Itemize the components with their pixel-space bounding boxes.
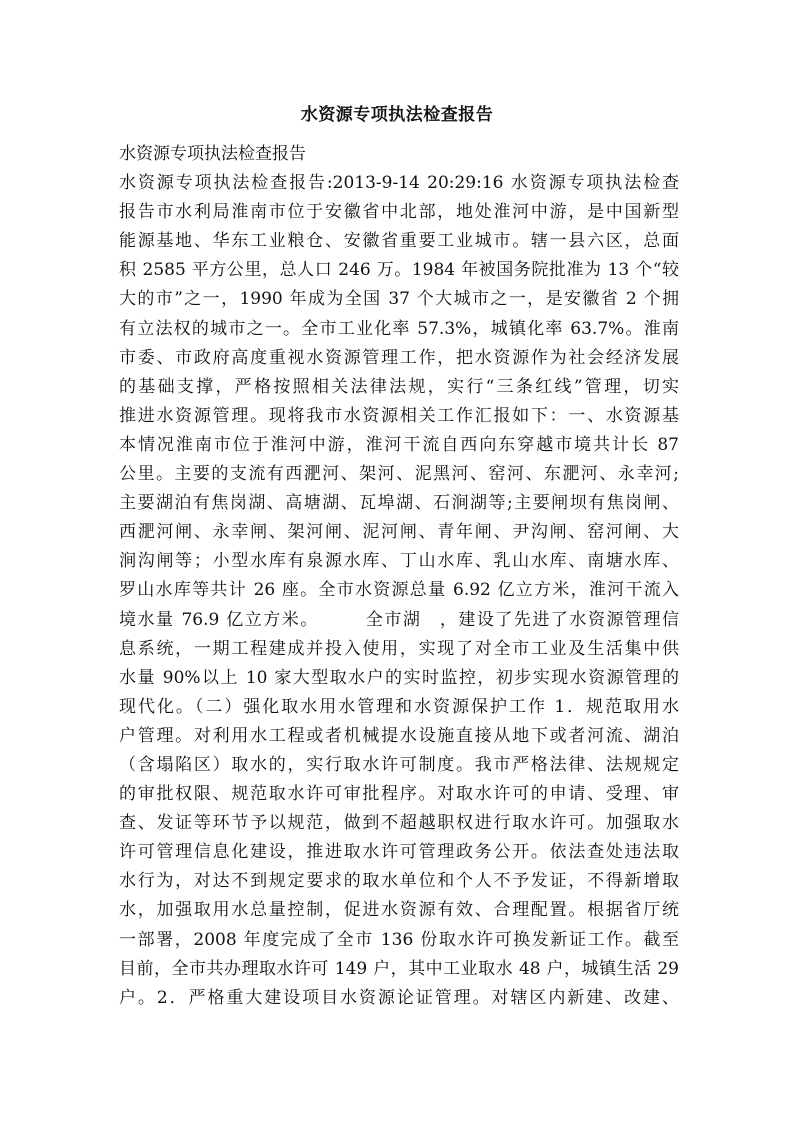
body-line: 积 2585 平方公里，总人口 246 万。1984 年被国务院批准为 13 个“较: [119, 260, 679, 281]
body-line: 境水量 76.9 亿立方米。 全市湖 ，建设了先进了水资源管理信: [119, 609, 679, 630]
body-line: 目前，全市共办理取水许可 149 户，其中工业取水 48 户，城镇生活 29: [119, 958, 679, 979]
body-line: 西淝河闸、永幸闸、架河闸、泥河闸、青年闸、尹沟闸、窑河闸、大: [119, 522, 679, 543]
body-line: 许可管理信息化建设，推进取水许可管理政务公开。依法查处违法取: [119, 842, 679, 863]
body-line: 查、发证等环节予以规范，做到不超越职权进行取水许可。加强取水: [119, 813, 679, 834]
body-line: 本情况淮南市位于淮河中游，淮河干流自西向东穿越市境共计长 87: [119, 434, 679, 455]
document-subtitle: 水资源专项执法检查报告: [119, 144, 306, 164]
body-line: 主要湖泊有焦岗湖、高塘湖、瓦埠湖、石涧湖等;主要闸坝有焦岗闸、: [119, 493, 679, 514]
body-line: 的审批权限、规范取水许可审批程序。对取水许可的申请、受理、审: [119, 784, 679, 805]
body-line: 大的市”之一，1990 年成为全国 37 个大城市之一，是安徽省 2 个拥: [119, 289, 679, 310]
body-line: 报告市水利局淮南市位于安徽省中北部，地处淮河中游，是中国新型: [119, 202, 679, 223]
body-line: 户。2．严格重大建设项目水资源论证管理。对辖区内新建、改建、: [119, 987, 679, 1008]
body-line: 现代化。（二）强化取水用水管理和水资源保护工作 1．规范取用水: [119, 696, 679, 717]
body-line: 的基础支撑，严格按照相关法律法规，实行“三条红线”管理，切实: [119, 376, 679, 397]
document-body: [119, 140, 679, 1013]
body-line: 水行为，对达不到规定要求的取水单位和个人不予发证，不得新增取: [119, 871, 679, 892]
body-line: 罗山水库等共计 26 座。全市水资源总量 6.92 亿立方米，淮河干流入: [119, 580, 679, 601]
body-line: 一部署，2008 年度完成了全市 136 份取水许可换发新证工作。截至: [119, 929, 679, 950]
body-line: 息系统，一期工程建成并投入使用，实现了对全市工业及生活集中供: [119, 638, 679, 659]
body-line: 水资源专项执法检查报告:2013-9-14 20:29:16 水资源专项执法检查: [119, 173, 679, 194]
body-line: 推进水资源管理。现将我市水资源相关工作汇报如下：一、水资源基: [119, 405, 679, 426]
body-line: 户管理。对利用水工程或者机械提水设施直接从地下或者河流、湖泊: [119, 725, 679, 746]
body-line: 水量 90%以上 10 家大型取水户的实时监控，初步实现水资源管理的: [119, 667, 679, 688]
body-line: 公里。主要的支流有西淝河、架河、泥黑河、窑河、东淝河、永幸河;: [119, 464, 679, 485]
body-line: （含塌陷区）取水的，实行取水许可制度。我市严格法律、法规规定: [119, 754, 679, 775]
body-line: 能源基地、华东工业粮仓、安徽省重要工业城市。辖一县六区，总面: [119, 231, 679, 252]
body-line: 有立法权的城市之一。全市工业化率 57.3%，城镇化率 63.7%。淮南: [119, 318, 679, 339]
body-line: 水，加强取用水总量控制，促进水资源有效、合理配置。根据省厅统: [119, 900, 679, 921]
document-title: 水资源专项执法检查报告: [300, 105, 494, 125]
body-line: 涧沟闸等；小型水库有泉源水库、丁山水库、乳山水库、南塘水库、: [119, 551, 679, 572]
body-line: 市委、市政府高度重视水资源管理工作，把水资源作为社会经济发展: [119, 347, 679, 368]
